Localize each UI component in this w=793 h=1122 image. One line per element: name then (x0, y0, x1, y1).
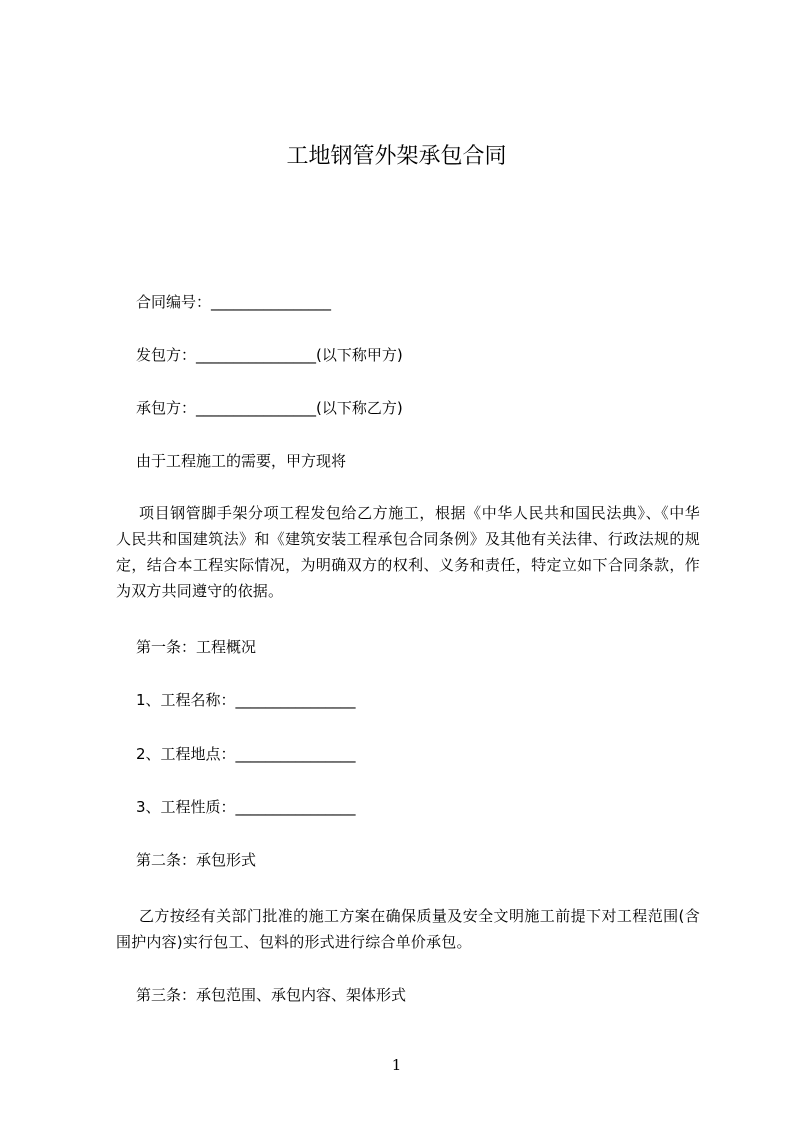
contract-number-blank: ________________ (211, 293, 332, 311)
article-2-title: 第二条：承包形式 (136, 851, 257, 869)
employer-line (136, 345, 403, 365)
project-name-line (136, 690, 356, 710)
project-nature-line (136, 797, 356, 817)
employer-blank: ________________ (196, 346, 317, 364)
page-number: 1 (391, 1056, 402, 1074)
project-name-blank: ________________ (235, 691, 356, 709)
employer-suffix: (以下称甲方) (316, 346, 403, 364)
project-location-label: 2、工程地点： (136, 745, 236, 763)
contractor-line (136, 398, 403, 418)
project-nature-blank: ________________ (235, 798, 356, 816)
document-title: 工地钢管外架承包合同 (286, 144, 507, 169)
contractor-label: 承包方： (136, 399, 197, 417)
contract-number-line (136, 292, 331, 312)
contract-number-label: 合同编号： (136, 293, 212, 311)
project-location-line (136, 744, 356, 764)
intro-line: 由于工程施工的需要，甲方现将 (136, 452, 347, 470)
article-3-title: 第三条：承包范围、承包内容、架体形式 (136, 986, 407, 1004)
article-2-paragraph: 乙方按经有关部门批准的施工方案在确保质量及安全文明施工前提下对工程范围(含围护内容)实行包工、包料的形式进行综合单价承包。 (116, 907, 700, 951)
project-nature-label: 3、工程性质： (136, 798, 236, 816)
project-location-blank: ________________ (235, 745, 356, 763)
intro-paragraph: 项目钢管脚手架分项工程发包给乙方施工，根据《中华人民共和国民法典》、《中华人民共和国建筑法》和《建筑安装工程承包合同条例》及其他有关法律、行政法规的规定，结合本工程实际情况，为明确双方的权利、义务和责任，特定立如下合同条款，作为双方共同遵守的依据。 (116, 504, 700, 600)
contractor-blank: ________________ (196, 399, 317, 417)
employer-label: 发包方： (136, 346, 197, 364)
article-1-title: 第一条：工程概况 (136, 638, 257, 656)
contractor-suffix: (以下称乙方) (316, 399, 403, 417)
project-name-label: 1、工程名称： (136, 691, 236, 709)
